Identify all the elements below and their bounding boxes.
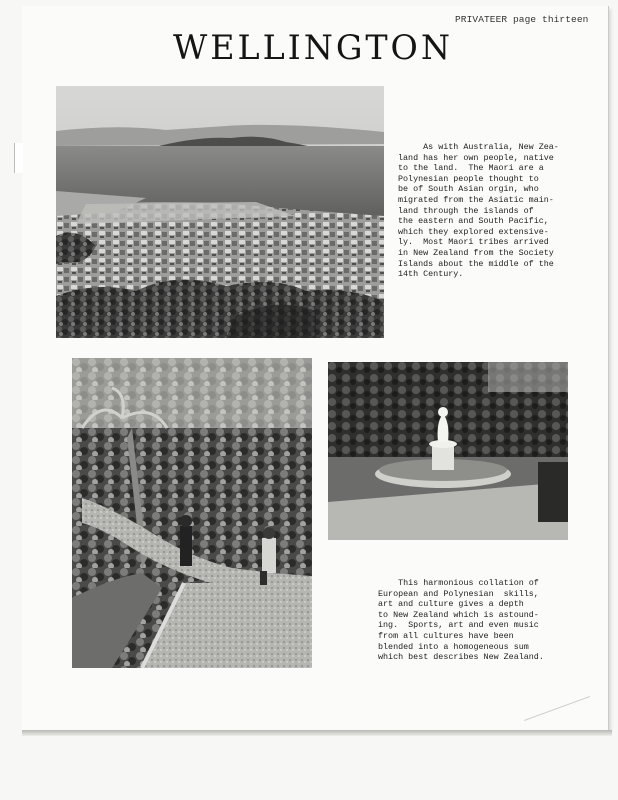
binding-mark <box>14 143 23 173</box>
harbour-view-photo <box>56 86 384 338</box>
page-shadow <box>22 730 612 736</box>
page-label: PRIVATEER page thirteen <box>455 14 589 25</box>
fountain-photo <box>328 362 568 540</box>
intro-caption: As with Australia, New Zea- land has her own people, native to the land. The Maori are a Polynesian people thought to be of South Asian orgin, who migrated from the Asiatic main- land through the islands of the eastern and South Pacific, which they explored extensive- ly. Most Maori tribes arrived in New Zealand from the Society Islands about the middle of the 14th Century. <box>398 142 559 280</box>
page-title: WELLINGTON <box>173 28 453 68</box>
garden-stairway-photo <box>72 358 312 668</box>
closing-caption: This harmonious collation of European and Polynesian skills, art and culture gives a depth to New Zealand which is astound- ing. Sports, art and even music from all cultures have been blended into a homogeneous sum which best describes New Zealand. <box>378 578 544 663</box>
